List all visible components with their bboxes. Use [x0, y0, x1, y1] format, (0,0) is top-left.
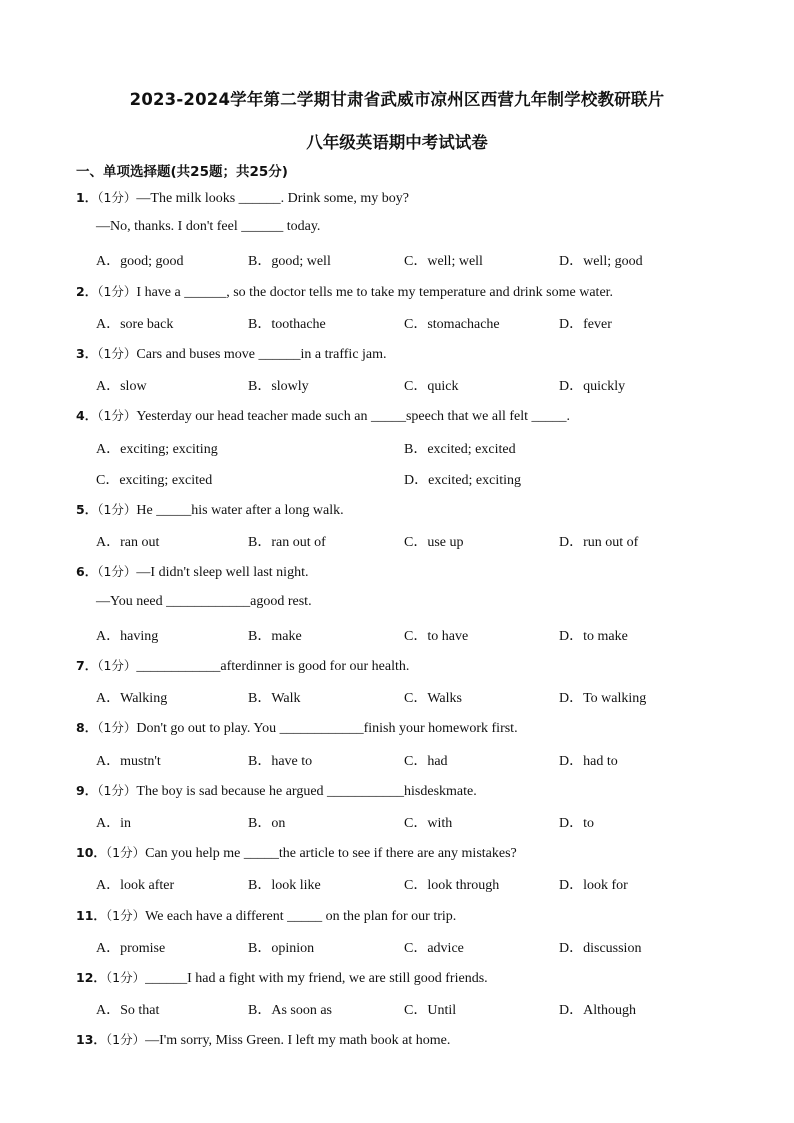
question-score: （1分）: [97, 564, 137, 580]
question-stem: [76, 781, 477, 800]
question-number: 9．: [76, 782, 98, 798]
question-stem: [76, 968, 488, 987]
answer-option[interactable]: A．slow: [96, 379, 147, 395]
question-score: （1分）: [105, 970, 146, 985]
answer-option[interactable]: B．toothache: [248, 316, 326, 332]
answer-option[interactable]: B．Walk: [248, 691, 301, 707]
question-text: ____________afterdinner is good for our health.: [136, 659, 410, 674]
answer-option[interactable]: B．slowly: [248, 379, 309, 395]
answer-option[interactable]: D．excited; exciting: [404, 472, 522, 488]
question-score: （1分）: [97, 720, 137, 736]
question-number: 2．: [76, 283, 98, 299]
answer-option[interactable]: B．As soon as: [248, 1003, 333, 1019]
question-score: （1分）: [97, 190, 137, 205]
question-score: （1分）: [97, 283, 137, 299]
answer-option[interactable]: C．well; well: [404, 254, 483, 270]
answer-option[interactable]: B．have to: [248, 753, 313, 769]
question-number: 10．: [76, 845, 106, 861]
question-text: Don't go out to play. You ____________finish your homework first.: [136, 721, 518, 737]
answer-option[interactable]: A．Walking: [96, 691, 168, 707]
question-stem: [76, 718, 518, 737]
answer-option[interactable]: C．look through: [404, 878, 500, 894]
question-text: We each have a different _____ on the plan for our trip.: [145, 908, 457, 924]
answer-option[interactable]: D．run out of: [559, 535, 639, 551]
answer-option[interactable]: D．had to: [559, 753, 618, 769]
question-number: 3．: [76, 346, 98, 361]
answer-option[interactable]: D．discussion: [559, 940, 642, 956]
question-number: 7．: [76, 658, 98, 673]
question-number: 8．: [76, 720, 98, 736]
question-stem: [76, 562, 308, 581]
answer-option[interactable]: A．sore back: [96, 316, 174, 332]
question-number: 6．: [76, 564, 98, 580]
answer-option[interactable]: C．with: [404, 816, 453, 831]
answer-option[interactable]: A．having: [96, 628, 159, 644]
answer-option[interactable]: A．in: [96, 816, 131, 831]
answer-option[interactable]: C．advice: [404, 940, 464, 956]
question-number: 5．: [76, 502, 98, 517]
answer-option[interactable]: B．opinion: [248, 940, 315, 956]
answer-option[interactable]: B．on: [248, 816, 286, 831]
answer-option[interactable]: D．well; good: [559, 254, 643, 270]
answer-option[interactable]: D．look for: [559, 878, 628, 894]
answer-option[interactable]: B．ran out of: [248, 535, 326, 551]
answer-option[interactable]: A．exciting; exciting: [96, 441, 218, 457]
question-text: Can you help me _____the article to see if there are any mistakes?: [145, 846, 517, 862]
section-heading: 一、单项选择题(共25题；共25分): [76, 164, 288, 180]
exam-subtitle: 八年级英语期中考试试卷: [306, 133, 488, 152]
question-text: I have a ______, so the doctor tells me to take my temperature and drink some water.: [136, 284, 614, 300]
question-stem: [76, 282, 613, 301]
question-stem: [76, 344, 387, 363]
question-score: （1分）: [97, 502, 137, 517]
question-score: （1分）: [97, 408, 137, 424]
answer-option[interactable]: C．use up: [404, 535, 464, 551]
answer-option[interactable]: D．to make: [559, 628, 628, 644]
answer-option[interactable]: A．mustn't: [96, 753, 161, 769]
question-stem: [76, 500, 344, 519]
question-stem: [76, 1030, 450, 1049]
answer-option[interactable]: D．To walking: [559, 691, 647, 707]
question-text: —The milk looks ______. Drink some, my boy?: [136, 191, 409, 206]
answer-option[interactable]: D．Although: [559, 1003, 636, 1019]
question-score: （1分）: [105, 907, 146, 923]
answer-option[interactable]: A．look after: [96, 878, 175, 894]
answer-option[interactable]: B．make: [248, 628, 302, 644]
question-stem: [76, 188, 409, 207]
question-text: ______I had a fight with my friend, we are still good friends.: [145, 971, 488, 986]
question-text: —I didn't sleep well last night.: [136, 565, 309, 581]
answer-option[interactable]: C．exciting; excited: [96, 472, 213, 488]
question-text: —I'm sorry, Miss Green. I left my math book at home.: [145, 1033, 451, 1049]
question-text-continued: —You need ____________agood rest.: [96, 593, 312, 609]
answer-option[interactable]: A．ran out: [96, 535, 160, 551]
answer-option[interactable]: A．promise: [96, 940, 166, 956]
question-text: He _____his water after a long walk.: [136, 503, 344, 518]
answer-option[interactable]: C．quick: [404, 379, 459, 395]
question-text-continued: —No, thanks. I don't feel ______ today.: [96, 219, 321, 235]
answer-option[interactable]: C．to have: [404, 628, 469, 644]
question-score: （1分）: [97, 782, 137, 798]
question-number: 13．: [76, 1032, 106, 1048]
question-stem: [76, 906, 456, 925]
question-number: 4．: [76, 408, 98, 424]
question-number: 11．: [76, 907, 106, 923]
question-score: （1分）: [97, 658, 137, 673]
answer-option[interactable]: D．quickly: [559, 379, 626, 395]
question-score: （1分）: [97, 346, 137, 361]
question-score: （1分）: [105, 1032, 146, 1048]
answer-option[interactable]: A．So that: [96, 1003, 160, 1019]
answer-option[interactable]: C．Until: [404, 1003, 457, 1019]
answer-option[interactable]: A．good; good: [96, 254, 184, 270]
question-text: Cars and buses move ______in a traffic jam.: [136, 347, 387, 362]
question-score: （1分）: [105, 845, 146, 861]
answer-option[interactable]: C．Walks: [404, 691, 462, 707]
answer-option[interactable]: D．fever: [559, 316, 612, 332]
answer-option[interactable]: D．to: [559, 816, 594, 831]
question-text: The boy is sad because he argued ___________hisdeskmate.: [136, 783, 477, 799]
question-stem: [76, 843, 517, 862]
answer-option[interactable]: B．look like: [248, 878, 321, 894]
question-text: Yesterday our head teacher made such an _____speech that we all felt _____.: [136, 409, 571, 425]
exam-title: 2023-2024学年第二学期甘肃省武威市凉州区西营九年制学校教研联片: [129, 90, 665, 109]
question-number: 1．: [76, 190, 98, 205]
question-stem: [76, 656, 409, 675]
question-number: 12．: [76, 970, 106, 985]
answer-option[interactable]: C．stomachache: [404, 316, 500, 332]
answer-option[interactable]: B．good; well: [248, 254, 331, 270]
question-stem: [76, 406, 570, 425]
answer-option[interactable]: C．had: [404, 753, 448, 769]
answer-option[interactable]: B．excited; excited: [404, 441, 516, 457]
